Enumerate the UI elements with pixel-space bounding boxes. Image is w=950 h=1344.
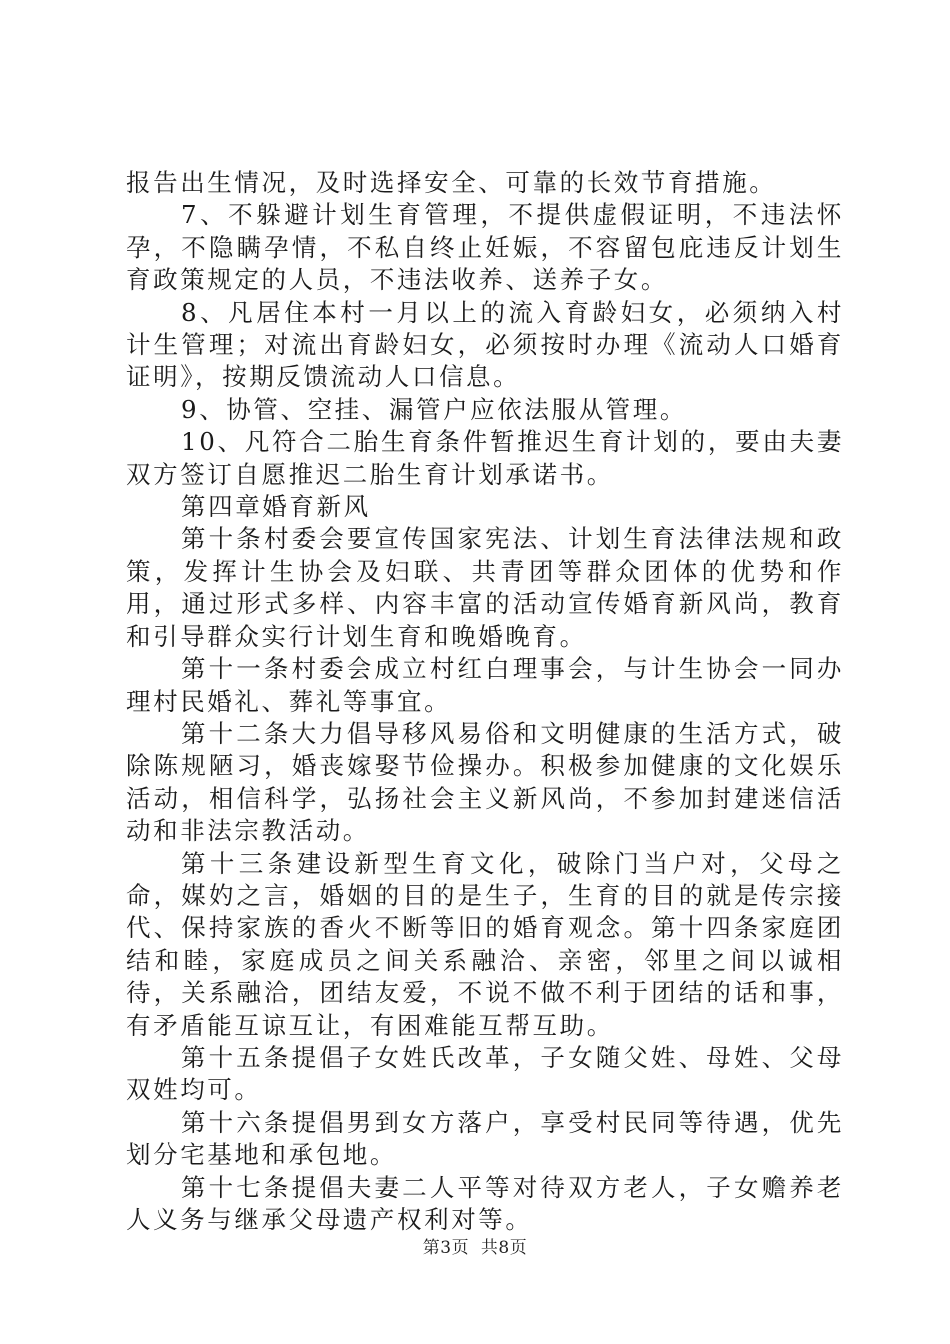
article-13-14: 第十三条建设新型生育文化，破除门当户对，父母之命，媒妁之言，婚姻的目的是生子，生育的目的就是传宗接代、保持家族的香火不断等旧的婚育观念。第十四条家庭团结和睦，家庭成员之间关系融洽、亲密，邻里之间以诚相待，关系融洽，团结友爱，不说不做不利于团结的话和事，有矛盾能互谅互让，有困难能互帮互助。: [126, 848, 844, 1040]
article-10: 第十条村委会要宣传国家宪法、计划生育法律法规和政策，发挥计生协会及妇联、共青团等群众团体的优势和作用，通过形式多样、内容丰富的活动宣传婚育新风尚，教育和引导群众实行计划生育和晚婚晚育。: [126, 524, 844, 651]
paragraph-item-7: 7、不躲避计划生育管理，不提供虚假证明，不违法怀孕，不隐瞒孕情，不私自终止妊娠，不容留包庇违反计划生育政策规定的人员，不违法收养、送养子女。: [126, 200, 844, 295]
paragraph-item-10: 10、凡符合二胎生育条件暂推迟生育计划的，要由夫妻双方签订自愿推迟二胎生育计划承诺书。: [126, 427, 844, 489]
article-17: 第十七条提倡夫妻二人平等对待双方老人，子女赡养老人义务与继承父母遗产权利对等。: [126, 1172, 844, 1234]
chapter-heading: 第四章婚育新风: [181, 492, 371, 522]
article-12: 第十二条大力倡导移风易俗和文明健康的生活方式，破除陈规陋习，婚丧嫁娶节俭操办。积极参加健康的文化娱乐活动，相信科学，弘扬社会主义新风尚，不参加封建迷信活动和非法宗教活动。: [126, 718, 844, 846]
article-16: 第十六条提倡男到女方落户，享受村民同等待遇，优先划分宅基地和承包地。: [126, 1107, 844, 1170]
paragraph-item-8: 8、凡居住本村一月以上的流入育龄妇女，必须纳入村计生管理；对流出育龄妇女，必须按时办理《流动人口婚育证明》，按期反馈流动人口信息。: [126, 297, 844, 392]
footer-spacer: [469, 1238, 481, 1258]
page-total: 共8页: [480, 1238, 528, 1258]
article-15: 第十五条提倡子女姓氏改革，子女随父姓、母姓、父母双姓均可。: [126, 1042, 844, 1105]
page-footer: [0, 1238, 950, 1258]
paragraph-item-9: 9、协管、空挂、漏管户应依法服从管理。: [181, 394, 687, 424]
document-body: [126, 167, 844, 1236]
article-11: 第十一条村委会成立村红白理事会，与计生协会一同办理村民婚礼、葬礼等事宜。: [126, 654, 844, 716]
page-number: 第3页: [422, 1238, 470, 1258]
paragraph-1: 报告出生情况，及时选择安全、可靠的长效节育措施。: [126, 168, 777, 197]
